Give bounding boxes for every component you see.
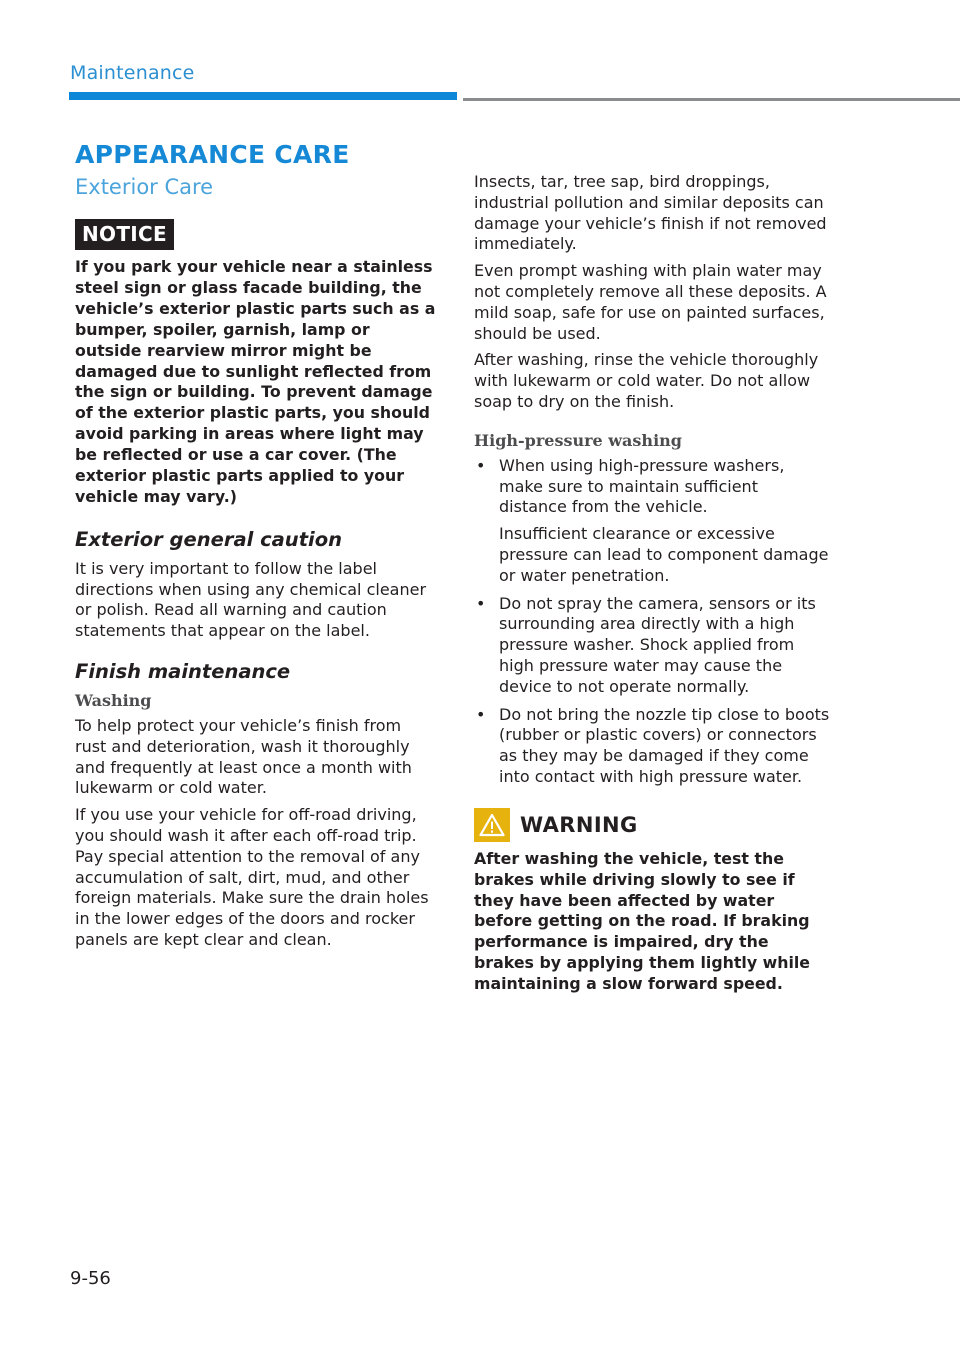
list-item-text: Do not spray the camera, sensors or its surrounding area directly with a high pressure washer. Shock applied from high pressure water may cause the device to not operate normally. (499, 593, 816, 696)
warning-title: WARNING (520, 812, 638, 837)
bullet-icon: • (476, 455, 486, 475)
list-item (474, 456, 830, 587)
list-item-text: Do not bring the nozzle tip close to boots (rubber or plastic covers) or connectors as they may be damaged if they come into contact with high pressure water. (499, 704, 830, 786)
high-pressure-heading: High-pressure washing (474, 430, 682, 450)
page-subtitle: Exterior Care (75, 175, 214, 199)
bullet-icon: • (476, 704, 486, 724)
page-number: 9-56 (70, 1268, 111, 1289)
list-item (474, 705, 830, 788)
notice-badge: NOTICE (75, 219, 174, 250)
soap-paragraph: Even prompt washing with plain water may not completely remove all these deposits. A mild soap, safe for use on painted surfaces, should be used. (474, 261, 827, 343)
washing-paragraph: To help protect your vehicle’s finish from rust and deterioration, wash it thoroughly and frequently at least once a month with lukewarm or cold water. (75, 716, 412, 798)
notice-text: If you park your vehicle near a stainless steel sign or glass facade building, the vehicle’s exterior plastic parts such as a bumper, spoiler, garnish, lamp or outside rearview mirror might be damaged due to sunlight reflected from the sign or building. To prevent damage of the exterior plastic parts, you should avoid parking in areas where light may be reflected or use a car cover. (The exterior plastic parts applied to your vehicle may vary.) (75, 257, 436, 506)
high-pressure-list (474, 456, 830, 788)
list-item-text: When using high-pressure washers, make sure to maintain sufficient distance from the vehicle. (499, 455, 785, 517)
right-column (474, 172, 830, 995)
warning-text: After washing the vehicle, test the brakes while driving slowly to see if they have been affected by water before getting on the road. If braking performance is impaired, dry the brakes by applying them lightly while maintaining a slow forward speed. (474, 848, 811, 994)
deposits-paragraph: Insects, tar, tree sap, bird droppings, industrial pollution and similar deposits can damage your vehicle’s finish if not removed immediately. (474, 172, 827, 254)
left-column (75, 140, 437, 957)
finish-maintenance-heading: Finish maintenance (75, 660, 291, 684)
washing-heading: Washing (75, 691, 152, 711)
warning-triangle-icon (474, 808, 510, 842)
header-rule-accent (69, 92, 457, 100)
rinse-paragraph: After washing, rinse the vehicle thoroughly with lukewarm or cold water. Do not allow soap to dry on the finish. (474, 350, 819, 411)
bullet-icon: • (476, 593, 486, 613)
list-item-text: Insufficient clearance or excessive pressure can lead to component damage or water penetration. (499, 524, 829, 585)
section-label: Maintenance (70, 62, 195, 84)
header-rule (463, 98, 960, 101)
washing-paragraph: If you use your vehicle for off-road driving, you should wash it after each off-road trip. Pay special attention to the removal of any accumulation of salt, dirt, mud, and other foreign materials. Make sure the drain holes in the lower edges of the doors and rocker panels are kept clear and clean. (75, 805, 429, 950)
warning-header (474, 808, 830, 842)
exterior-caution-heading: Exterior general caution (75, 527, 342, 551)
exterior-caution-text: It is very important to follow the label directions when using any chemical cleaner or polish. Read all warning and caution statements that appear on the label. (75, 558, 427, 641)
list-item (474, 594, 830, 698)
page-title: APPEARANCE CARE (75, 140, 350, 169)
